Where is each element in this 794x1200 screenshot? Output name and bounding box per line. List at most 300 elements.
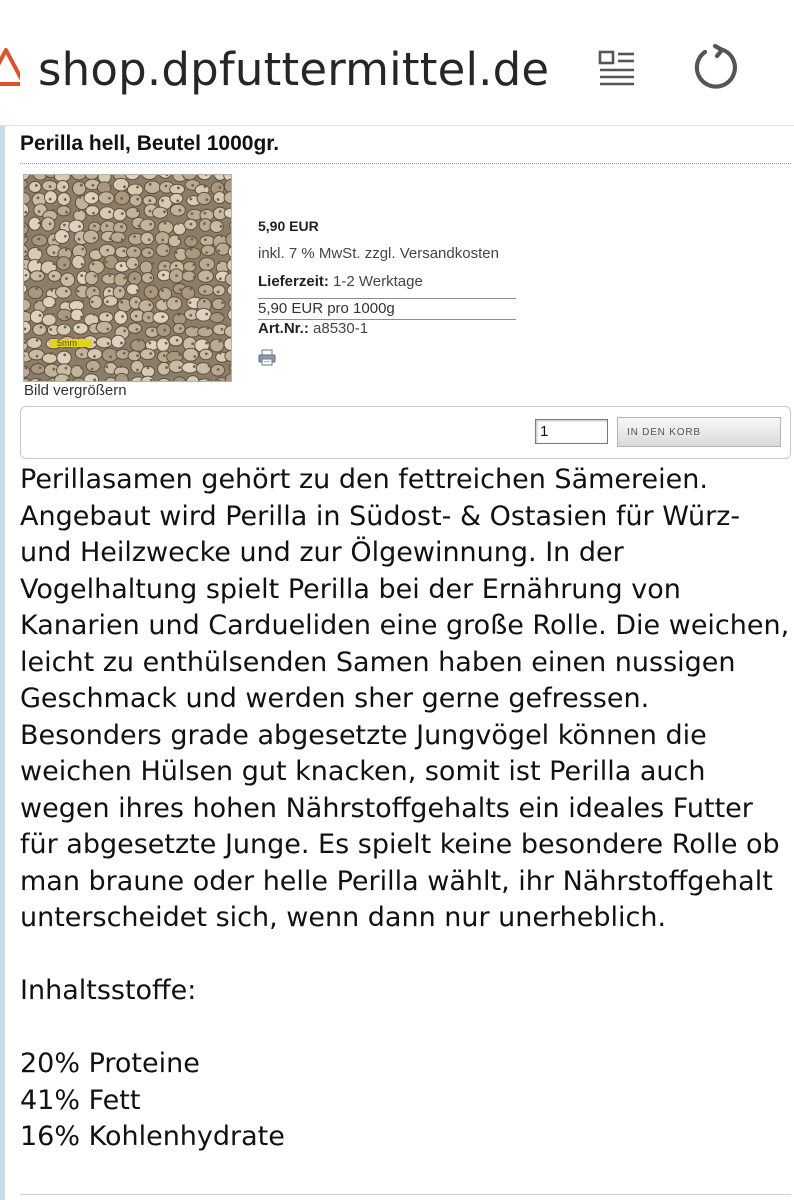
seed-spot [38,210,41,213]
seed-spot [36,355,39,358]
seed-spot [149,210,152,213]
seed [130,195,142,207]
description-paragraph: Perillasamen gehört zu den fettreichen Sämereien. Angebaut wird Perilla in Südost- & Ostasien für Würz- und Heilzwecke und zur Ölgewinnung. In der Vogelhaltung spielt Perilla bei der Ernährung von Kanarien und Cardueliden eine große Rolle. Die weichen, leicht zu enthülsenden Samen haben einen nussigen Geschmack und werden sher gerne gefressen. Besonders grade abgesetzte Jungvögel können die weichen Hülsen gut knacken, somit ist Perilla auch wegen ihres hohen Nährstoffgehalts ein ideales Futter für abgesetzte Junge. Es spielt keine besondere Rolle ob man braune oder helle Perilla wählt, ihr Nährstoffgehalt unterscheidet sich, wenn dann nur unerheblich. [20,464,790,933]
seed [99,312,113,323]
seed-spot [93,225,96,228]
seed-spot [217,368,220,371]
seed-spot [81,263,84,266]
seed-spot [151,262,154,265]
unit-price: 5,90 EUR pro 1000g [258,300,395,317]
seed-spot [65,316,68,319]
seed-spot [204,185,207,188]
seed [200,236,215,246]
seed-spot [50,289,53,292]
seed [141,376,155,382]
seed-spot [40,326,43,329]
seed-spot [25,274,28,277]
seed-spot [108,197,111,200]
delivery-value: 1-2 Werktage [333,273,423,290]
seed-spot [35,300,38,303]
seed-spot [149,223,152,226]
seed-spot [49,198,52,201]
seed-spot [231,380,232,382]
seed-spot [205,251,208,254]
seed [168,235,180,247]
seed [170,193,183,203]
seed-spot [161,289,164,292]
seed-spot [218,340,221,343]
seed-spot [166,250,169,253]
seed [229,363,232,373]
seed [153,312,169,324]
add-to-cart-bar [20,406,791,459]
seed-spot [165,185,168,188]
seed-spot [206,327,209,330]
seed [198,285,214,296]
seed [30,271,44,281]
seed-spot [80,184,83,187]
seed-spot [136,354,139,357]
seed [31,364,45,374]
seed-spot [92,197,95,200]
seed-spot [120,197,123,200]
product-title: Perilla hell, Beutel 1000gr. [20,132,280,155]
seed-spot [164,265,167,268]
seed-spot [80,353,83,356]
seed-spot [178,366,181,369]
seed-spot [231,250,232,253]
seed-spot [219,352,222,355]
seed [126,257,139,269]
seed-spot [203,290,206,293]
artnr-label: Art.Nr.: [258,320,309,337]
seed [198,175,212,180]
seed-spot [151,329,154,332]
seed-spot [190,248,193,251]
seed-spot [217,291,220,294]
seed-spot [39,314,42,317]
seed-spot [123,352,126,355]
seed-spot [35,184,38,187]
seed-spot [65,290,68,293]
seed [196,308,212,321]
seed-spot [123,277,126,280]
seed [24,299,30,310]
seed-spot [179,327,182,330]
seed-spot [50,352,53,355]
seed-spot [221,313,224,316]
seed [98,192,114,204]
seed-spot [189,301,192,304]
seed-spot [123,329,126,332]
seed [198,270,214,282]
seed [103,296,117,307]
seed-spot [121,315,124,318]
seed-spot [78,238,81,241]
seed-spot [231,315,232,318]
seed-spot [135,328,138,331]
seed [29,181,41,192]
seed [140,349,155,360]
seed-spot [93,355,96,358]
seed-spot [218,261,221,264]
seed [197,379,213,382]
seed-spot [191,342,194,345]
seed-spot [136,289,139,292]
seed-spot [189,381,192,382]
seed-spot [136,209,139,212]
seed [228,308,232,320]
seed [24,175,30,180]
seed [157,378,171,382]
seed [127,184,143,196]
seed-spot [208,365,211,368]
seed-spot [178,209,181,212]
seed-spot [150,276,153,279]
seed-spot [37,248,40,251]
ingredient-item: 20% Proteine [20,1048,200,1079]
seed-spot [64,198,67,201]
seed-spot [37,196,40,199]
seed-spot [219,277,222,280]
seed-spot [217,198,220,201]
seed-spot [147,316,150,319]
seed [197,192,211,204]
seed-spot [63,224,66,227]
seed-spot [135,381,138,382]
title-divider [20,163,791,164]
seed [72,182,85,196]
seed [55,230,70,244]
seed-spot [193,355,196,358]
seed-spot [77,326,80,329]
left-border [0,126,5,1200]
seed [55,286,71,298]
seed-spot [175,274,178,277]
seed-spot [52,209,55,212]
seed-spot [165,342,168,345]
seed-spot [192,264,195,267]
seed [224,338,232,351]
seed-spot [178,353,181,356]
seed [32,235,47,246]
ingredient-item: 16% Kohlenhydrate [20,1121,285,1152]
seed-spot [63,264,66,267]
seed [83,230,98,243]
seed [114,310,127,324]
seed [113,208,126,220]
seed-spot [135,301,138,304]
delivery-time [258,273,423,290]
page-content [0,126,794,1200]
seed-spot [35,287,38,290]
seed [42,314,56,326]
seed [212,299,225,310]
seed-spot [231,302,232,305]
seed-spot [217,250,220,253]
seed [116,349,130,359]
seed [196,363,210,375]
seed [185,236,198,247]
seed-spot [205,313,208,316]
seed-spot [191,184,194,187]
seed-spot [177,237,180,240]
seed-spot [53,262,56,265]
seed-spot [105,365,108,368]
seed-spot [220,235,223,238]
seed-spot [52,368,55,371]
seed-spot [176,222,179,225]
seed-spot [189,314,192,317]
seed-spot [219,210,222,213]
printer-icon[interactable] [258,349,276,366]
seed [144,181,160,194]
seed-spot [148,303,151,306]
seed-spot [52,239,55,242]
seed-spot [176,339,179,342]
delivery-label: Lieferzeit: [258,273,329,290]
seed [157,338,170,352]
seed-spot [39,275,42,278]
seed-spot [24,235,27,238]
seed [224,208,232,218]
reload-icon[interactable] [690,42,740,92]
seed [86,205,99,215]
seed-spot [49,223,52,226]
seed [185,248,201,259]
seed [84,374,98,382]
seed-spot [65,277,68,280]
seed-spot [203,212,206,215]
seed-spot [220,328,223,331]
seed-spot [191,212,194,215]
seed-spot [193,326,196,329]
product-image[interactable] [23,174,232,382]
seed-spot [80,366,83,369]
ingredients-heading: Inhaltsstoffe: [20,975,197,1006]
seed [224,179,232,193]
seed [73,323,88,334]
seed-spot [91,300,94,303]
seed-spot [80,274,83,277]
seed [57,257,71,271]
ingredient-item: 41% Fett [20,1084,141,1116]
seed [184,261,196,271]
seed-spot [207,264,210,267]
seed-spot [221,301,224,304]
seed-spot [205,342,208,345]
divider [258,298,516,299]
enlarge-image-link[interactable]: Bild vergrößern [24,382,127,399]
seed [57,206,70,216]
seed-spot [25,186,28,189]
seed [128,323,142,333]
scale-label: 5mm [57,338,77,348]
seed-spot [49,185,52,188]
seed-spot [121,212,124,215]
seed-spot [162,274,165,277]
seed-spot [231,183,232,186]
seed-spot [65,367,68,370]
seed-spot [80,316,83,319]
seed-spot [123,185,126,188]
seed [113,178,129,191]
seed-spot [77,290,80,293]
seed-spot [109,185,112,188]
seed-spot [24,211,27,214]
seed-spot [63,353,66,356]
seed-spot [119,289,122,292]
seed-spot [37,261,40,264]
tax-note-text: inkl. 7 % MwSt. zzgl. Versandkosten [258,245,499,262]
seed-spot [206,277,209,280]
seed-spot [220,225,223,228]
seed-spot [95,248,98,251]
seed-spot [52,275,55,278]
seed-spot [93,313,96,316]
seed-spot [163,300,166,303]
warning-icon[interactable] [0,46,20,88]
seed-spot [162,381,165,382]
seed-spot [150,379,153,382]
seed-spot [163,329,166,332]
seed-spot [52,313,55,316]
seed-spot [107,342,110,345]
seed [33,324,47,336]
seed [33,175,47,180]
seed-spot [120,264,123,267]
seed-spot [149,183,152,186]
seed-spot [36,339,39,342]
reader-mode-icon[interactable] [597,48,637,88]
seed-spot [136,186,139,189]
seed-spot [203,222,206,225]
seed-spot [92,212,95,215]
seed [198,327,213,337]
seed-spot [163,354,166,357]
seed-spot [108,274,111,277]
seed-spot [91,368,94,371]
seed-spot [105,261,108,264]
seed [85,271,98,285]
seed [159,175,172,178]
seed [72,255,85,268]
seed-spot [137,339,140,342]
seed-spot [52,251,55,254]
seed-spot [65,248,68,251]
seed-spot [78,225,81,228]
seed-spot [24,250,27,253]
seed-spot [149,352,152,355]
seed-spot [175,300,178,303]
seed [57,324,71,335]
seed [224,192,232,204]
seed [61,273,75,287]
seed-spot [231,352,232,355]
quantity-input[interactable] [535,419,608,444]
seed [114,273,127,287]
add-to-cart-button[interactable]: IN DEN KORB [617,417,781,447]
seed-spot [65,211,68,214]
seed-spot [63,186,66,189]
seed [24,234,28,244]
seed-spot [175,264,178,267]
divider [20,1194,791,1195]
seed-spot [175,251,178,254]
tax-note [258,245,499,262]
seed [57,309,72,320]
seed [99,207,115,220]
seed [157,362,170,375]
seed-spot [206,198,209,201]
seed [42,353,57,363]
seed-spot [161,315,164,318]
seed-spot [37,238,40,241]
seed-spot [219,186,222,189]
seed-spot [133,277,136,280]
seed-spot [120,342,123,345]
seed-spot [93,289,96,292]
seed-spot [189,198,192,201]
seed-spot [92,184,95,187]
seed [201,245,214,256]
seed [72,175,87,180]
seed-spot [165,366,168,369]
seed [86,360,100,371]
seed-spot [133,235,136,238]
seed-spot [134,263,137,266]
seed-spot [108,290,111,293]
seed [141,232,154,244]
seed [56,180,68,192]
seed [24,284,27,294]
seed [57,351,72,364]
seed [115,373,128,382]
seed-spot [92,263,95,266]
seed [182,362,198,373]
seed-spot [94,275,97,278]
seed [126,208,140,219]
seed [229,298,232,309]
seed-spot [106,328,109,331]
seed [173,377,185,382]
seed-spot [108,210,111,213]
url-text[interactable]: shop.dpfuttermittel.de [38,43,550,96]
seed [125,175,140,180]
seed [225,373,232,382]
seed [96,337,112,348]
seed [27,337,42,348]
seed [230,219,232,232]
seed-spot [122,250,125,253]
seed [216,243,230,255]
seed-spot [177,187,180,190]
seed-spot [178,313,181,316]
seed [140,219,155,231]
seed-spot [39,366,42,369]
seed [183,348,198,361]
seed [140,261,152,274]
seed-spot [148,238,151,241]
seeds-photo [24,175,232,382]
seed-spot [120,301,123,304]
product-description [20,462,790,1156]
seed-spot [161,199,164,202]
seed [71,309,83,321]
seed-spot [193,365,196,368]
seed [142,248,155,258]
seed [213,285,225,296]
